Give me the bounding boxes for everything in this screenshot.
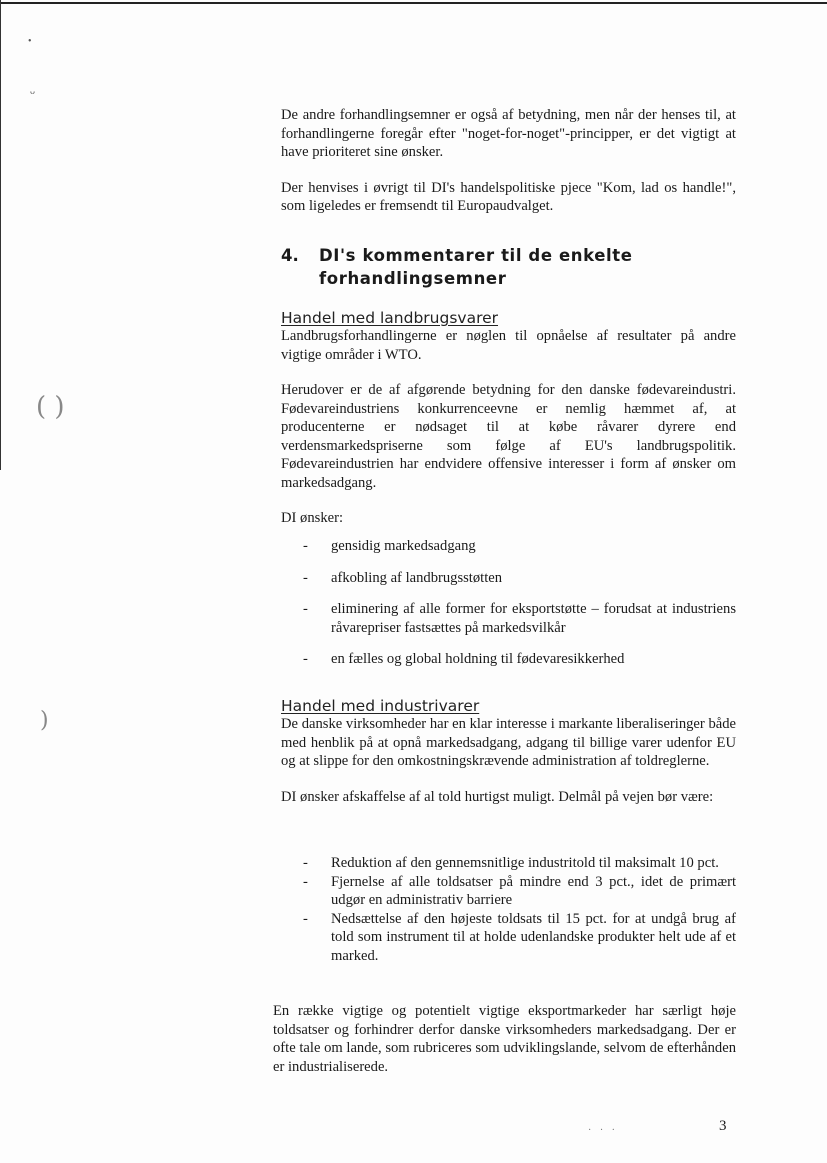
agriculture-wishes-label: DI ønsker: bbox=[281, 510, 344, 526]
agriculture-paragraph-1: Landbrugsforhandlingerne er nøglen til opnåelse af resultater på andre vigtige områder i WTO. bbox=[281, 328, 736, 363]
intro-paragraph-1: De andre forhandlingsemner er også af betydning, men når der henses til, at forhandlingerne foregår efter "noget-for-noget"-principper, er det vigtigt at have prioriteret sine ønsker. bbox=[281, 107, 736, 160]
bullet-dash: - bbox=[303, 569, 308, 586]
section-title: DI's kommentarer til de enkelte forhandlingsemner bbox=[319, 246, 633, 288]
bullet-dash: - bbox=[303, 601, 308, 617]
scan-speck: ᴗ bbox=[30, 86, 35, 97]
list-item-text: gensidig markedsadgang bbox=[331, 538, 476, 554]
industry-paragraph-1: De danske virksomheder har en klar interesse i markante liberaliseringer både med henblik på at opnå markedsadgang, adgang til billige varer udenfor EU og at slippe for den omkostningskrævende administration af toldreglerne. bbox=[281, 716, 736, 769]
industry-section bbox=[281, 697, 736, 806]
section-heading bbox=[281, 244, 736, 290]
bullet-dash: - bbox=[303, 855, 308, 871]
bullet-dash: - bbox=[303, 538, 308, 554]
list-item-text: eliminering af alle former for eksportstøtte – forudsat at industriens råvarepriser fastsættes på markedsvilkår bbox=[331, 601, 736, 636]
scan-dots: · · · bbox=[588, 1125, 618, 1136]
industry-closing bbox=[273, 1002, 736, 1076]
punch-hole-mark: ( ) bbox=[36, 392, 65, 422]
list-item-text: en fælles og global holdning til fødevaresikkerhed bbox=[331, 651, 625, 667]
list-item-text: afkobling af landbrugsstøtten bbox=[331, 569, 503, 586]
top-scan-edge bbox=[0, 2, 827, 4]
scan-speck: • bbox=[28, 36, 32, 47]
agriculture-heading: Handel med landbrugsvarer bbox=[281, 309, 499, 327]
industry-paragraph-3: En række vigtige og potentielt vigtige eksportmarkeder har særligt høje toldsatser og forhindrer derfor danske virksomheders markedsadgang. Der er ofte tale om lande, som rubriceres som udviklingslande, selvom de efterhånden er industrialiserede. bbox=[273, 1003, 736, 1075]
agriculture-bullet-list bbox=[281, 537, 736, 669]
list-item bbox=[281, 650, 736, 669]
industry-bullet-list bbox=[281, 854, 736, 965]
page-number: 3 bbox=[719, 1118, 727, 1134]
bullet-dash: - bbox=[303, 873, 308, 890]
bullet-dash: - bbox=[303, 910, 308, 927]
agriculture-paragraph-2: Herudover er de af afgørende betydning for den danske fødevareindustri. Fødevareindustriens konkurrenceevne er nemlig hæmmet af, at producenterne er nødsaget til at købe råvarer dyrere end verdensmarkedspriserne som følge af EU's landbrugspolitik. Fødevareindustrien har endvidere offensive interesser i form af ønsker om markedsadgang. bbox=[281, 382, 736, 491]
list-item bbox=[281, 569, 736, 588]
punch-hole-mark: ) bbox=[40, 708, 49, 733]
list-item bbox=[281, 600, 736, 637]
list-item-text: Reduktion af den gennemsnitlige industritold til maksimalt 10 pct. bbox=[331, 855, 719, 871]
industry-paragraph-2: DI ønsker afskaffelse af al told hurtigst muligt. Delmål på vejen bør være: bbox=[281, 788, 714, 805]
list-item bbox=[281, 854, 736, 873]
section-number: 4. bbox=[281, 246, 299, 265]
list-item bbox=[281, 537, 736, 556]
list-item bbox=[281, 910, 736, 966]
intro-paragraph-2: Der henvises i øvrigt til DI's handelspolitiske pjece "Kom, lad os handle!", som ligeledes er fremsendt til Europaudvalget. bbox=[281, 179, 736, 214]
bullet-dash: - bbox=[303, 651, 308, 667]
list-item bbox=[281, 873, 736, 910]
industry-heading: Handel med industrivarer bbox=[281, 697, 480, 715]
list-item-text: Nedsættelse af den højeste toldsats til 15 pct. for at undgå brug af told som instrument til at holde udenlandske produkter helt ude af et marked. bbox=[331, 910, 736, 964]
intro-block bbox=[281, 106, 736, 216]
list-item-text: Fjernelse af alle toldsatser på mindre end 3 pct., idet de primært udgør en administrativ barriere bbox=[331, 873, 736, 908]
left-scan-edge bbox=[0, 0, 1, 470]
agriculture-section bbox=[281, 309, 736, 528]
